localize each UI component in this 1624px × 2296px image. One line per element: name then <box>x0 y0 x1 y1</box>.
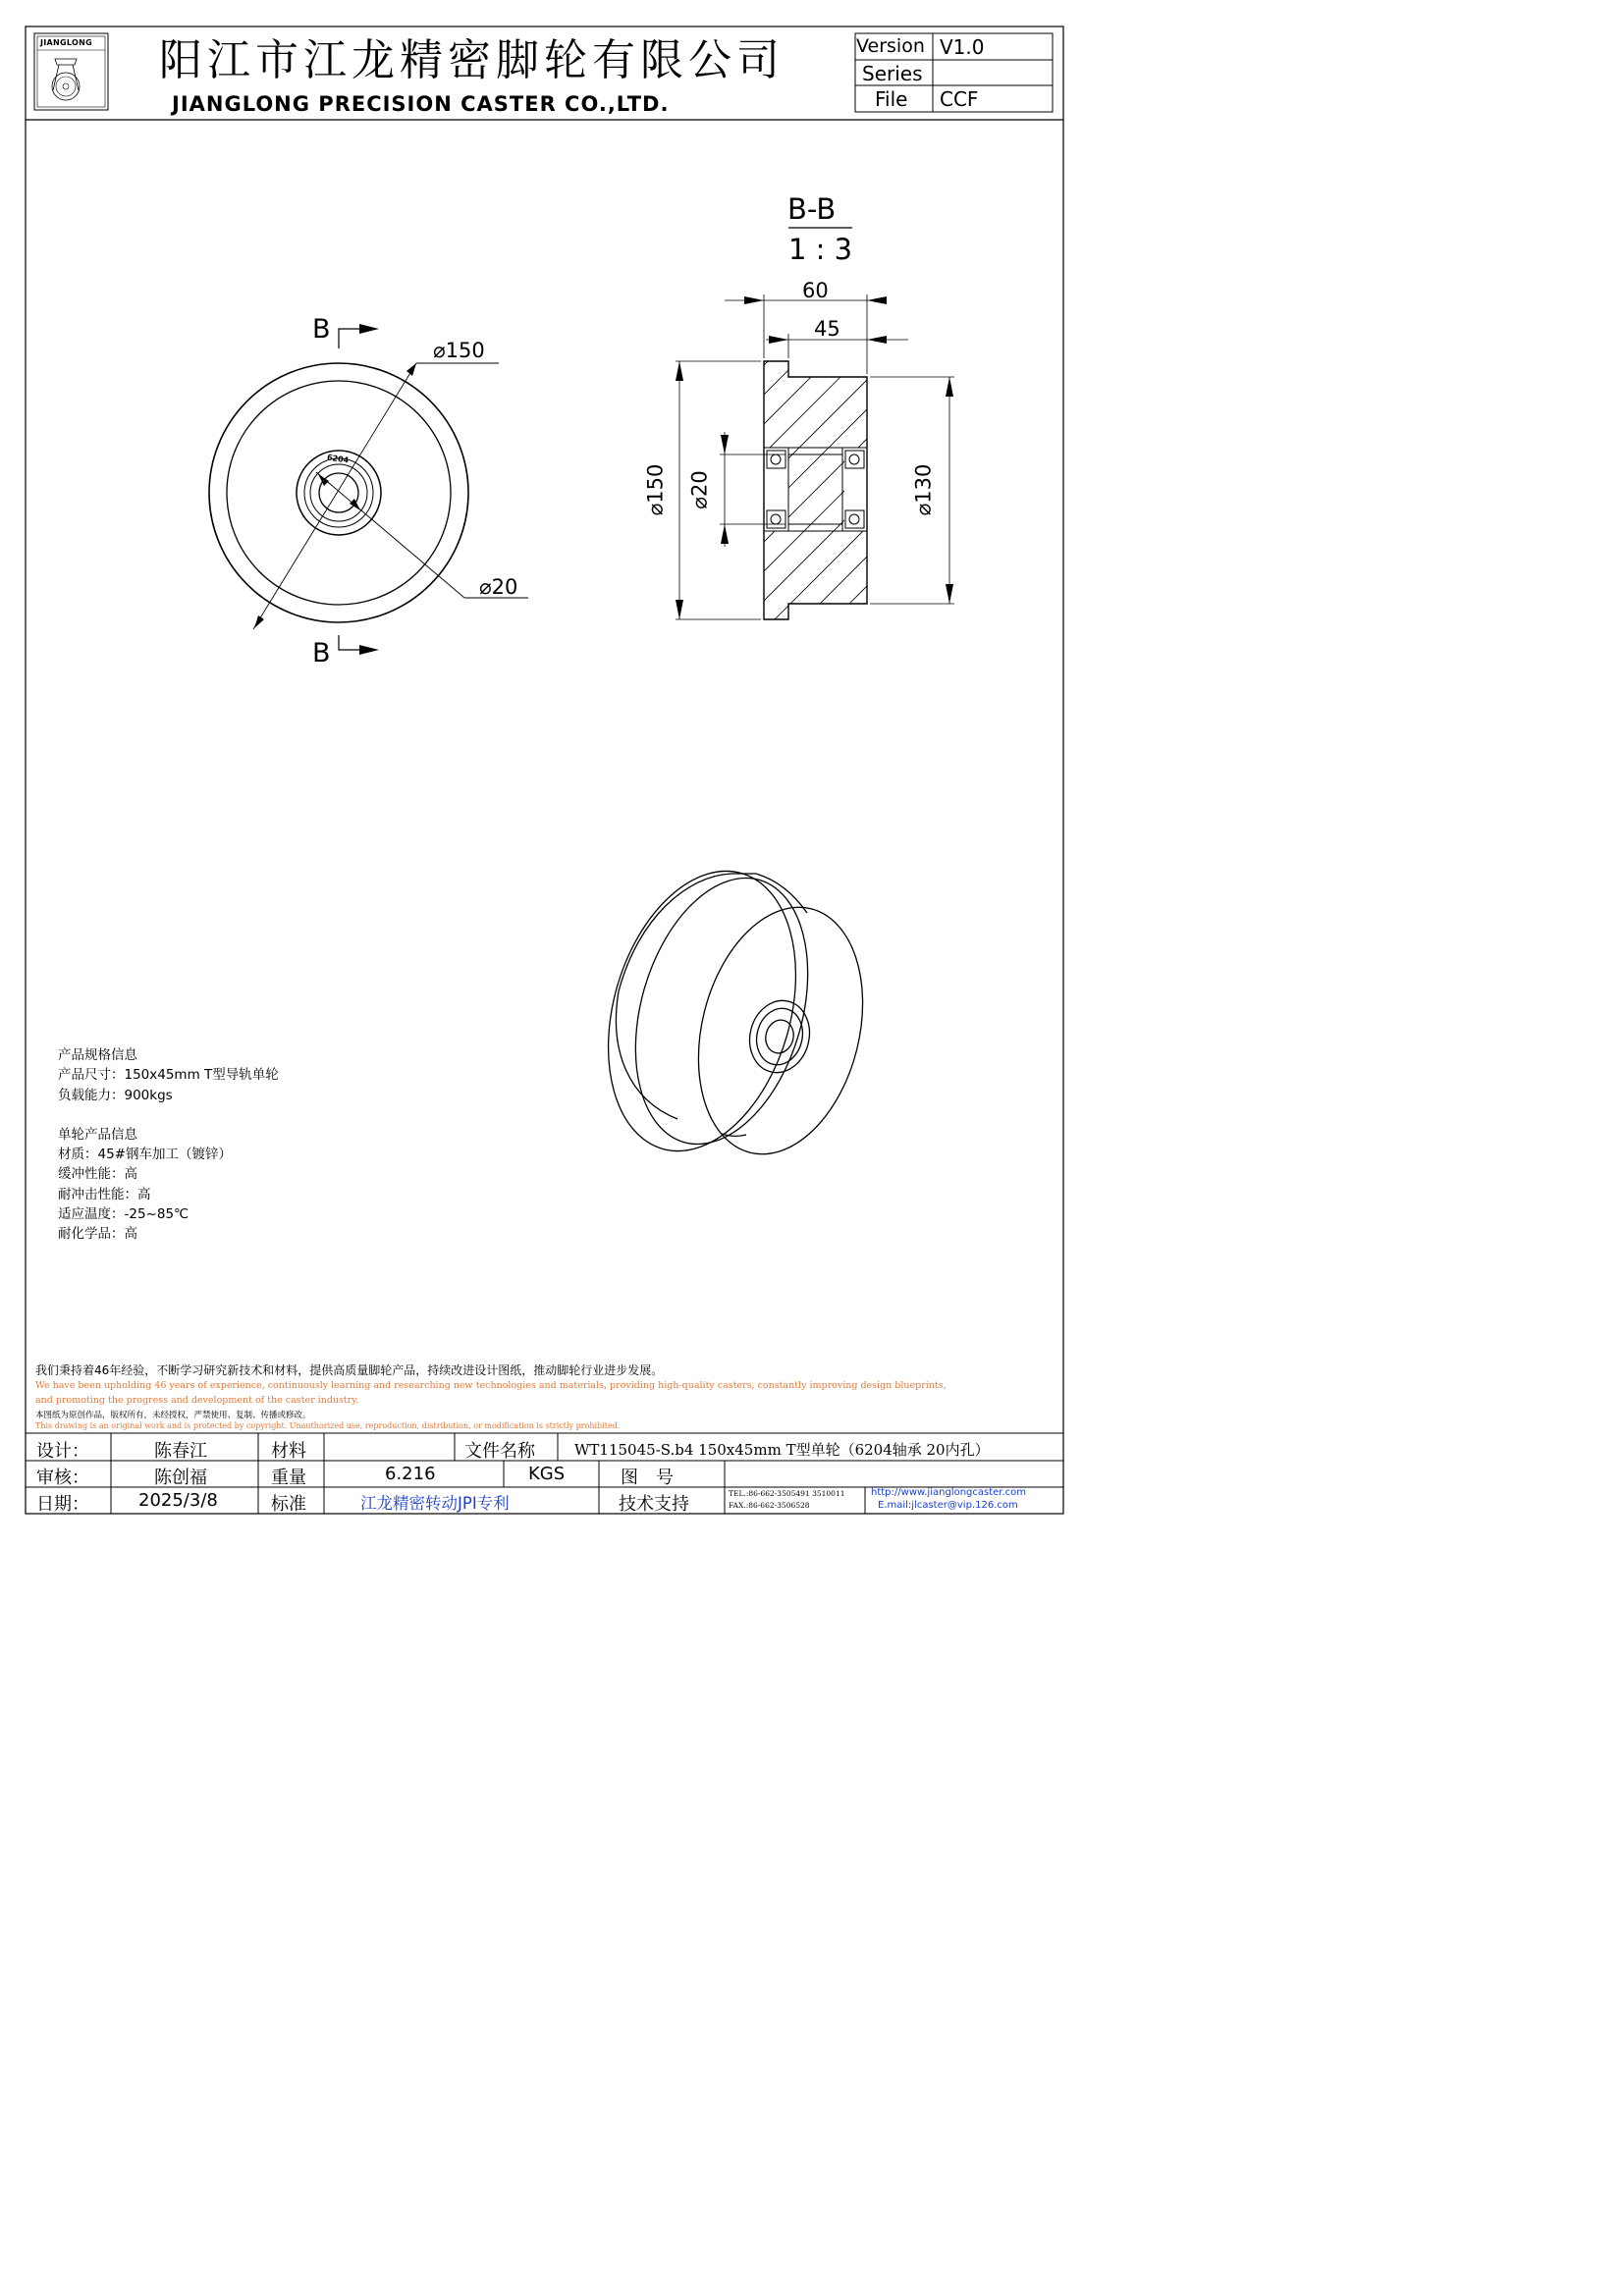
section-title: B-B <box>787 192 837 226</box>
dim-45-text: 45 <box>814 317 840 341</box>
dim-150-section-text <box>643 464 667 516</box>
diameter-icon: ⌀ <box>643 503 668 516</box>
company-name-cn: 阳江市江龙精密脚轮有限公司 <box>159 35 785 85</box>
note-copyright-cn: 本图纸为原创作品，版权所有，未经授权，严禁使用、复制、传播或修改。 <box>35 1411 311 1420</box>
diameter-icon: ⌀ <box>687 497 712 509</box>
version-value: V1.0 <box>940 35 985 59</box>
logo-label: JIANGLONG <box>40 38 92 47</box>
series-label: Series <box>862 62 923 85</box>
specs-chemical: 耐化学品：高 <box>58 1226 137 1243</box>
section-mark-bottom: B <box>312 638 331 668</box>
file-label: File <box>875 87 908 111</box>
material-label: 材料 <box>271 1441 306 1462</box>
review-label: 审核： <box>36 1468 89 1488</box>
front-view <box>209 324 528 655</box>
note-en-1: We have been upholding 46 years of experience, continuously learning and researching new technologies and materials, providing high-quality casters, constantly improving design blueprints, <box>35 1380 947 1391</box>
specs-load: 负载能力：900kgs <box>58 1087 173 1103</box>
specs-temperature: 适应温度：-25~85℃ <box>58 1206 189 1223</box>
date-label: 日期： <box>36 1494 89 1515</box>
filename-value: WT115045-S.b4 150x45mm T型单轮（6204轴承 20内孔） <box>574 1441 990 1459</box>
file-value: CCF <box>940 87 979 111</box>
tread-face <box>674 889 887 1171</box>
dim-60-text: 60 <box>802 279 829 302</box>
flange-face <box>577 849 827 1173</box>
drawing-no-label: 图 号 <box>621 1468 674 1488</box>
design-label: 设计： <box>36 1441 89 1462</box>
bearing-label: 6204 <box>326 453 350 465</box>
dim-20-section-text <box>688 470 712 508</box>
version-label: Version <box>856 35 925 57</box>
note-cn: 我们秉持着46年经验，不断学习研究新技术和材料，提供高质量脚轮产品，持续改进设计图纸，推动脚轮行业进步发展。 <box>35 1363 664 1377</box>
iso-bore <box>762 1017 796 1056</box>
wheel-tread-circle <box>227 381 451 605</box>
dim-130-value: 130 <box>911 463 936 504</box>
flange-back-silhouette <box>617 874 732 1119</box>
weight-unit: KGS <box>528 1464 566 1484</box>
dim-150-section-value: 150 <box>643 463 668 504</box>
dim-150-leader <box>253 363 416 629</box>
sheet-border <box>26 27 1063 1514</box>
filename-label: 文件名称 <box>464 1441 535 1462</box>
review-value: 陈创福 <box>154 1468 207 1488</box>
specs-heading-1: 产品规格信息 <box>58 1047 137 1063</box>
contact-fax: FAX.:86-662-3506528 <box>729 1501 810 1510</box>
note-en-2: and promoting the progress and development of the caster industry. <box>35 1395 359 1406</box>
specs-cushion: 缓冲性能：高 <box>58 1166 137 1183</box>
bearing-ring-circle <box>304 458 373 527</box>
weight-label: 重量 <box>271 1468 306 1488</box>
iso-bearing-outer <box>742 994 817 1079</box>
isometric-view <box>577 849 887 1173</box>
diameter-icon: ⌀ <box>911 503 936 516</box>
dim-20-text <box>479 575 517 599</box>
diameter-icon: ⌀ <box>433 339 446 362</box>
dim-20-section-value: 20 <box>687 470 712 498</box>
bearing-left <box>764 448 788 531</box>
contact-website[interactable]: http://www.jianglongcaster.com <box>871 1487 1027 1498</box>
support-label: 技术支持 <box>619 1494 689 1515</box>
date-value: 2025/3/8 <box>138 1490 218 1511</box>
design-value: 陈春江 <box>154 1441 207 1462</box>
specs-heading-2: 单轮产品信息 <box>58 1126 137 1143</box>
dim-130-text <box>911 464 935 516</box>
section-arrow-top <box>339 329 373 348</box>
contact-tel: TEL.:86-662-3505491 3510011 <box>729 1489 845 1498</box>
wheel-outer-circle <box>209 363 468 622</box>
section-scale: 1 : 3 <box>788 233 853 266</box>
contact-email[interactable]: E.mail:jlcaster@vip.126.com <box>878 1500 1018 1511</box>
drawing-sheet <box>0 0 1089 1539</box>
product-specs <box>58 1045 279 1245</box>
standard-label: 标准 <box>271 1494 306 1515</box>
specs-size: 产品尺寸：150x45mm T型导轨单轮 <box>58 1067 279 1084</box>
bore-spacer <box>788 454 842 524</box>
section-mark-top: B <box>312 314 331 345</box>
diameter-icon: ⌀ <box>479 575 492 599</box>
dim-20-value: 20 <box>491 575 518 599</box>
bearing-right <box>842 448 867 531</box>
specs-impact: 耐冲击性能：高 <box>58 1186 151 1202</box>
note-copyright-en: This drawing is an original work and is protected by copyright. Unauthorized use, reproduction, distribution, or modification is strictly prohibited. <box>35 1421 621 1430</box>
company-name-en: JIANGLONG PRECISION CASTER CO.,LTD. <box>172 92 670 116</box>
dim-150-value: 150 <box>445 339 485 362</box>
dim-150-text <box>433 339 485 362</box>
weight-value: 6.216 <box>385 1464 436 1484</box>
standard-value: 江龙精密转动JPI专利 <box>360 1494 510 1513</box>
specs-material: 材质：45#钢车加工（镀锌） <box>58 1147 232 1163</box>
